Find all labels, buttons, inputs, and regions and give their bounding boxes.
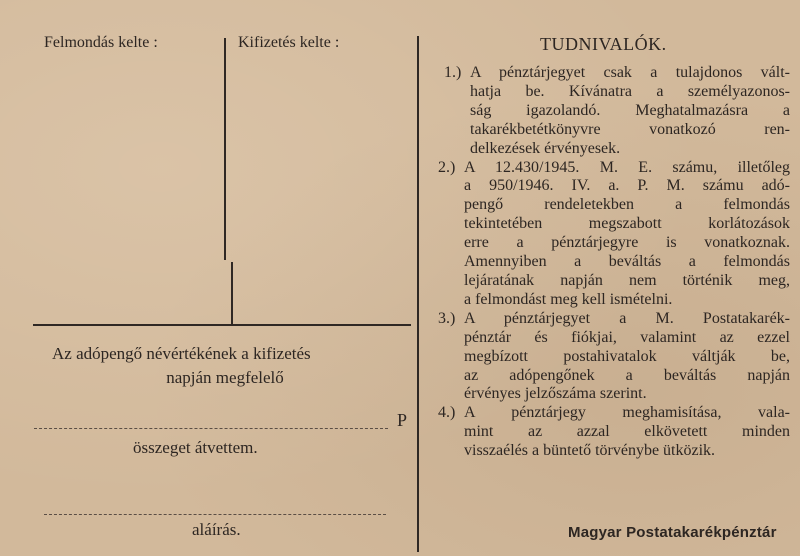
note-number: 3.)	[438, 309, 456, 327]
note-item	[438, 310, 790, 405]
note-line: delkezések érvényesek.	[470, 139, 621, 157]
note-line: az adópengőnek a beváltás napján	[464, 366, 790, 384]
note-number: 2.)	[438, 158, 456, 176]
note-number: 4.)	[438, 404, 456, 422]
receipt-text: összeget átvettem.	[133, 438, 258, 457]
pengo-mark: P	[397, 410, 408, 430]
main-vertical-divider	[417, 36, 419, 552]
horizontal-divider	[33, 324, 411, 326]
note-item	[438, 404, 790, 461]
note-line: A pénztárjegyet a M. Postatakarék-	[464, 309, 790, 327]
note-line: a 950/1946. IV. a. P. M. számu adó-	[464, 177, 790, 195]
statement-text	[52, 342, 398, 390]
note-line: érvényes jelzőszáma szerint.	[464, 385, 647, 403]
signature-dotted-line	[44, 514, 386, 515]
note-line: erre a pénztárjegyre is vonatkoznak.	[464, 234, 790, 252]
issuer-name: Magyar Postatakarékpénztár	[568, 524, 777, 541]
note-line: hatja be. Kívánatra a személyazonos-	[470, 82, 790, 100]
note-item	[438, 64, 790, 159]
vertical-divider-top	[224, 38, 226, 260]
note-line: pengő rendeletekben a felmondás	[464, 196, 790, 214]
statement-line-2: napján megfelelő	[166, 368, 284, 387]
amount-dotted-line	[34, 428, 388, 429]
cancellation-date-label: Felmondás kelte :	[44, 34, 158, 51]
note-line: visszaélés a büntető törvénybe ütközik.	[464, 442, 716, 460]
note-line: A pénztárjegy meghamisítása, vala-	[464, 404, 790, 422]
signature-label: aláírás.	[192, 520, 241, 539]
note-line: mint az azzal elkövetett minden	[464, 423, 790, 441]
note-line: ság igazolandó. Meghatalmazásra a	[470, 101, 790, 119]
note-number: 1.)	[444, 64, 462, 81]
statement-line-1: Az adópengő névértékének a kifizetés	[52, 344, 311, 363]
note-line: megbízott postahivatalok váltják be,	[464, 347, 790, 365]
note-line: takarékbetétkönyvre vonatkozó ren-	[470, 120, 790, 138]
note-line: A pénztárjegyet csak a tulajdonos vált-	[470, 64, 790, 81]
note-line: pénztár és fiókjai, valamint az ezzel	[464, 328, 790, 346]
note-line: A 12.430/1945. M. E. számu, illetőleg	[464, 158, 790, 176]
note-line: a felmondást meg kell ismételni.	[464, 290, 673, 308]
notes-list	[438, 64, 790, 461]
payout-date-label: Kifizetés kelte :	[238, 34, 340, 51]
note-line: tekintetében megszabott korlátozások	[464, 215, 790, 233]
note-line: Amennyiben a beváltás a felmondás	[464, 253, 790, 271]
vertical-divider-bottom	[231, 262, 233, 324]
note-line: lejáratának napján nem történik meg,	[464, 271, 790, 289]
notes-title: TUDNIVALÓK.	[540, 34, 667, 54]
note-item	[438, 159, 790, 310]
